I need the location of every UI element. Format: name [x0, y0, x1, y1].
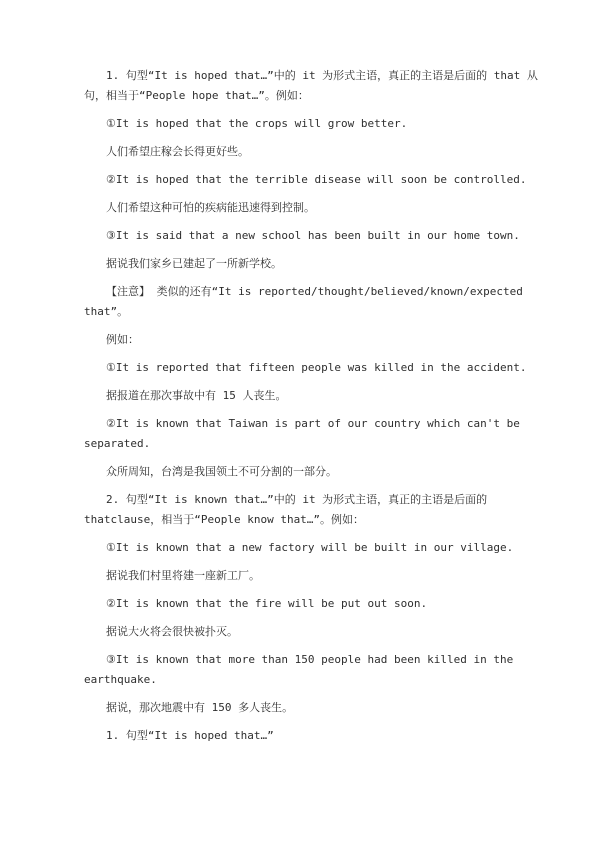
- paragraph: 据说我们家乡已建起了一所新学校。: [106, 257, 282, 270]
- paragraph: ③It is said that a new school has been built in our home town.: [106, 229, 520, 242]
- paragraph: 1. 句型“It is hoped that…”: [106, 729, 274, 742]
- paragraph: ①It is hoped that the crops will grow better.: [106, 117, 408, 130]
- document-body: [84, 66, 544, 746]
- paragraph: 【注意】 类似的还有“It is reported/thought/believed/known/expected that”。: [84, 285, 523, 318]
- paragraph: ②It is hoped that the terrible disease will soon be controlled.: [106, 173, 527, 186]
- paragraph: ①It is known that a new factory will be built in our village.: [106, 541, 514, 554]
- paragraph: 据说我们村里将建一座新工厂。: [106, 569, 260, 582]
- paragraph: ①It is reported that fifteen people was killed in the accident.: [106, 361, 527, 374]
- paragraph: ②It is known that the fire will be put out soon.: [106, 597, 428, 610]
- paragraph: 1. 句型“It is hoped that…”中的 it 为形式主语，真正的主语是后面的 that 从句，相当于“People hope that…”。例如：: [84, 69, 538, 102]
- paragraph: 众所周知，台湾是我国领土不可分割的一部分。: [106, 465, 337, 478]
- paragraph: ②It is known that Taiwan is part of our country which can't be separated.: [84, 417, 520, 450]
- paragraph: 人们希望这种可怕的疾病能迅速得到控制。: [106, 201, 315, 214]
- paragraph: 据说大火将会很快被扑灭。: [106, 625, 238, 638]
- paragraph: ③It is known that more than 150 people had been killed in the earthquake.: [84, 653, 514, 686]
- paragraph: 2. 句型“It is known that…”中的 it 为形式主语，真正的主语是后面的 thatclause，相当于“People know that…”。例如：: [84, 493, 488, 526]
- paragraph: 据报道在那次事故中有 15 人丧生。: [106, 389, 287, 402]
- paragraph: 据说，那次地震中有 150 多人丧生。: [106, 701, 294, 714]
- paragraph: 例如：: [106, 333, 139, 346]
- paragraph: 人们希望庄稼会长得更好些。: [106, 145, 249, 158]
